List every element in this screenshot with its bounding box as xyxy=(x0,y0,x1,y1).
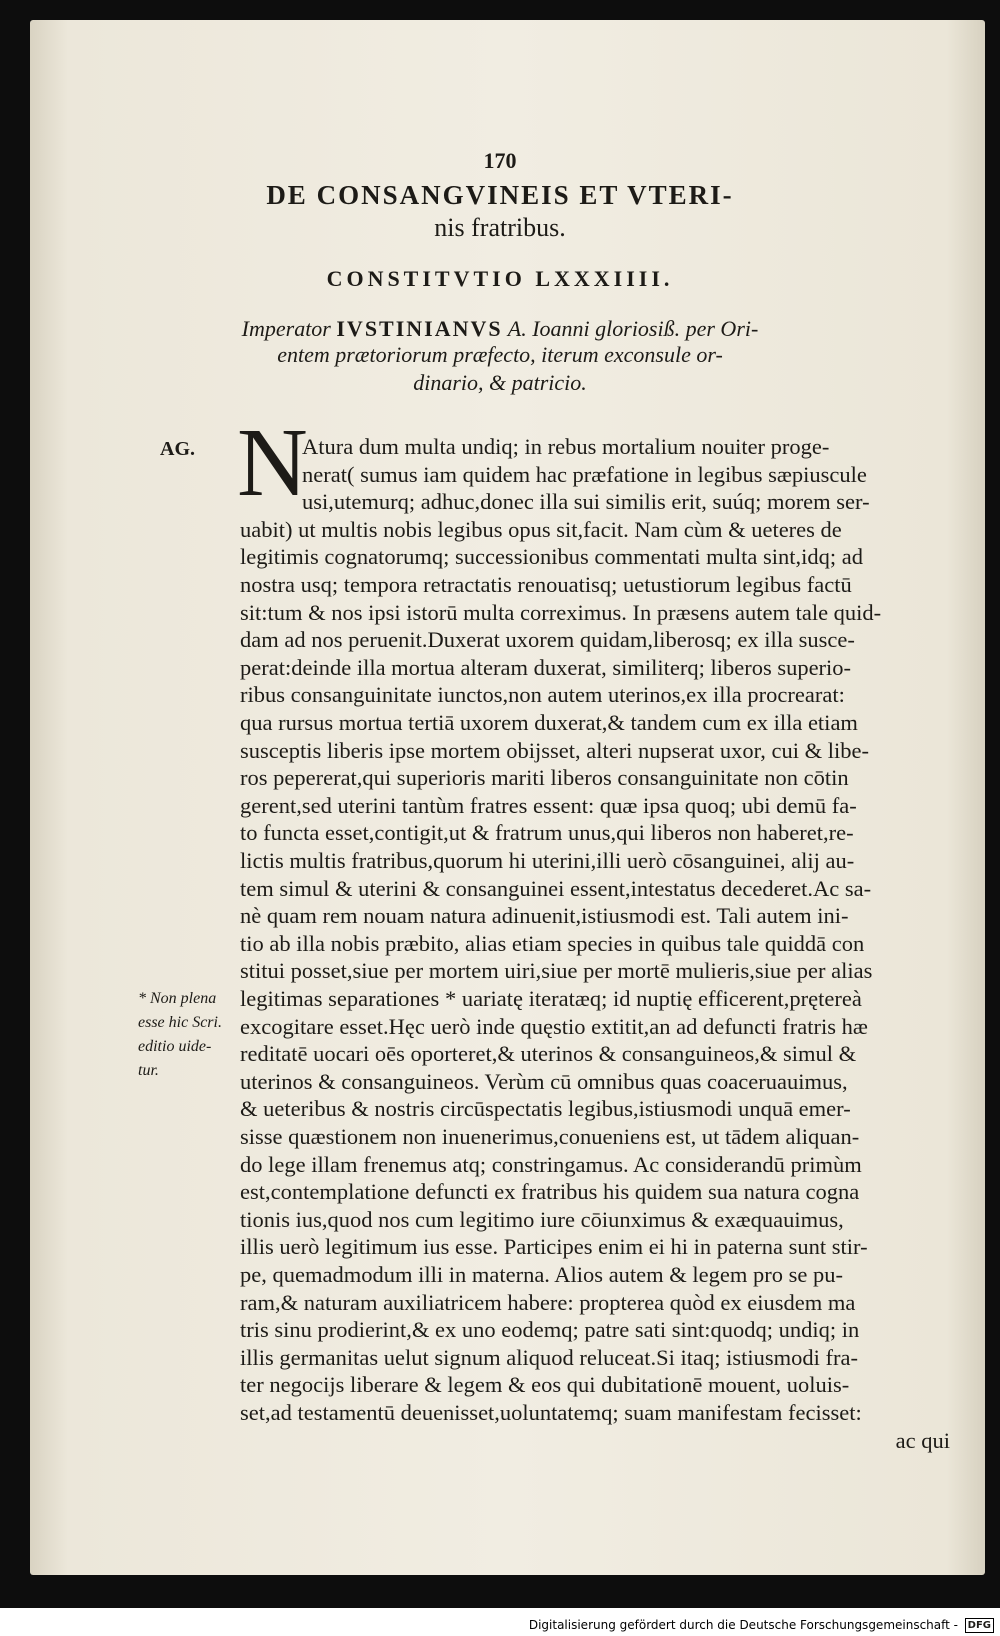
text-line: legitimis cognatorumq; successionibus commentati multa sint,idq; ad xyxy=(240,544,864,570)
text-line: nerat( sumus iam quidem hac præfatione in legibus sæpiuscule xyxy=(302,461,867,487)
text-line: Atura dum multa undiq; in rebus mortalium nouiter proge- xyxy=(302,434,830,459)
chapter-title-line2: nis fratribus. xyxy=(434,213,566,242)
address-line2: entem prætoriorum præfecto, iterum exconsule or- xyxy=(277,342,723,367)
funding-notice: Digitalisierung gefördert durch die Deutsche Forschungsgemeinschaft - xyxy=(528,1618,958,1632)
text-line: usi,utemurq; adhuc,donec illa sui similis erit, suúq; morem ser- xyxy=(302,489,870,515)
text-line: nostra usq; tempora retractatis renouatisq; uetustiorum legibus factū xyxy=(240,572,852,597)
text-line: do lege illam frenemus atq; constringamus. Ac considerandū primùm xyxy=(240,1151,862,1177)
text-line: est,contemplatione defuncti ex fratribus his quidem sua natura cogna xyxy=(240,1179,860,1205)
text-line: lictis multis fratribus,quorum hi uterini,illi uerò cōsanguinei, alij au- xyxy=(240,848,855,873)
margin-note-line: * Non plena xyxy=(138,990,217,1007)
text-line: uabit) ut multis nobis legibus opus sit,facit. Nam cùm & ueteres de xyxy=(240,516,842,542)
text-line: illis uerò legitimum ius esse. Participes enim ei hi in paterna sunt stir- xyxy=(240,1234,868,1260)
drop-capital: N xyxy=(237,409,308,517)
address-line1 xyxy=(0,316,1000,342)
text-line: & ueteribus & nostris circūspectatis legibus,istiusmodi unquā emer- xyxy=(240,1096,851,1122)
text-line: tionis ius,quod nos cum legitimo iure cōiunximus & exæquauimus, xyxy=(240,1206,844,1232)
text-line: excogitare esset.Hęc uerò inde quęstio extitit,an ad defuncti fratris hæ xyxy=(240,1013,868,1039)
dfg-logo: DFG xyxy=(965,1618,994,1633)
margin-siglum: AG. xyxy=(160,438,195,460)
text-line: nè quam rem nouam natura adinuenit,istiusmodi est. Tali autem ini- xyxy=(240,903,849,929)
text-line: uterinos & consanguineos. Verùm cū omnibus quas coaceruauimus, xyxy=(240,1068,848,1094)
text-line: ac qui xyxy=(895,1427,950,1453)
chapter-title-line1: DE CONSANGVINEIS ET VTERI- xyxy=(266,180,734,210)
text-line: tem simul & uterini & consanguinei essent,intestatus decederet.Ac sa- xyxy=(240,875,872,901)
address-imperator: Imperator xyxy=(241,316,331,341)
text-line: ribus consanguinitate iunctos,non autem uterinos,ex illa procrearat: xyxy=(240,682,845,708)
text-line: ros pepererat,qui superioris mariti liberos consanguinitate non cōtin xyxy=(240,765,849,791)
text-line: reditatē uocari oēs oporteret,& uterinos & consanguineos,& simul & xyxy=(240,1041,857,1067)
text-line: sisse quæstionem non inuenerimus,conueniens est, ut tādem aliquan- xyxy=(240,1124,860,1149)
address-recipient: A. Ioanni gloriosiß. per Ori- xyxy=(507,316,759,341)
page-number: 170 xyxy=(483,148,517,173)
text-line: pe, quemadmodum illi in materna. Alios autem & legem pro se pu- xyxy=(240,1262,843,1287)
margin-note-line: tur. xyxy=(138,1062,159,1079)
text-line: ter negocijs liberare & legem & eos qui dubitationē mouent, uoluis- xyxy=(240,1372,850,1398)
text-line: perat:deinde illa mortua alteram duxerat, similiterq; liberos superio- xyxy=(240,654,852,680)
text-line: set,ad testamentū deuenisset,uoluntatemq; suam manifestam fecisset: xyxy=(240,1400,862,1425)
text-line: stitui posset,siue per mortem uiri,siue per mortē mulieris,siue per alias xyxy=(240,958,873,984)
text-line: sit:tum & nos ipsi istorū multa correximus. In præsens autem tale quid- xyxy=(240,599,882,625)
text-line: susceptis liberis ipse mortem obijsset, alteri nupserat uxor, cui & libe- xyxy=(240,737,869,763)
text-line: illis germanitas uelut signum aliquod reluceat.Si itaq; istiusmodi fra- xyxy=(240,1344,859,1370)
constitution-heading: CONSTITVTIO LXXXIIII. xyxy=(326,266,674,291)
margin-note-line: esse hic Scri. xyxy=(138,1014,222,1031)
text-line: dam ad nos peruenit.Duxerat uxorem quidam,liberosq; ex illa susce- xyxy=(240,627,855,653)
address-line3: dinario, & patricio. xyxy=(413,370,587,395)
address-emperor-name: IVSTINIANVS xyxy=(336,316,503,341)
footer-bar xyxy=(0,1614,1000,1636)
margin-note-line: editio uide- xyxy=(138,1038,212,1055)
text-line: tris sinu prodierint,& ex uno eodemq; patre sati sint:quodq; undiq; in xyxy=(240,1317,860,1343)
text-line: gerent,sed uterini tantùm fratres essent: quæ ipsa quoq; ubi demū fa- xyxy=(240,792,857,818)
text-line: tio ab illa nobis præbito, alias etiam species in quibus tale quiddā con xyxy=(240,930,865,956)
text-line: qua rursus mortua tertiā uxorem duxerat,& tandem cum ex illa etiam xyxy=(240,710,858,735)
text-line: to functa esset,contigit,ut & fratrum unus,qui liberos non haberet,re- xyxy=(240,820,854,846)
text-line: ram,& naturam auxiliatricem habere: propterea quòd ex eiusdem ma xyxy=(240,1289,856,1315)
text-line: legitimas separationes * uariatę iteratæq; id nuptię efficerent,prętereà xyxy=(240,986,862,1011)
